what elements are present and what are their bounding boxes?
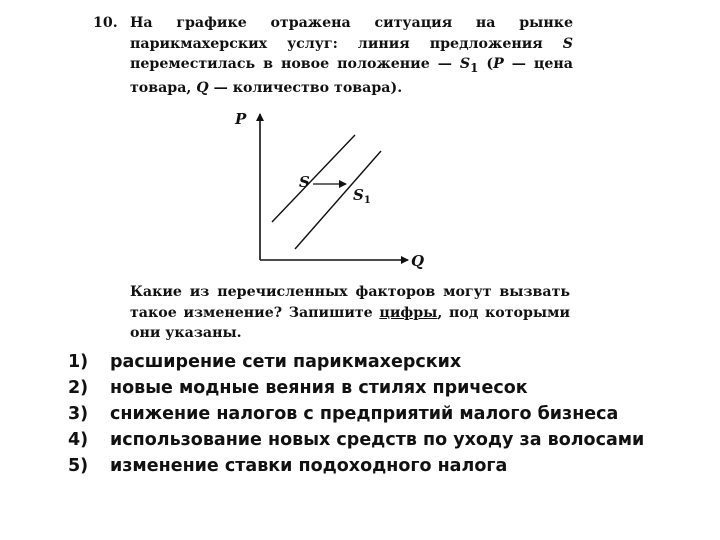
- supply-line-s: [272, 135, 355, 222]
- var-s1-sub: 1: [470, 60, 479, 75]
- graph-svg: [225, 108, 435, 273]
- line-label-s: S: [299, 173, 310, 191]
- question-text-part: — цена товара,: [130, 56, 573, 97]
- question-block: [93, 13, 573, 99]
- prompt-text: [130, 282, 570, 344]
- option-4: [68, 427, 708, 453]
- option-text: расширение сети парикмахерских: [110, 352, 462, 372]
- line-label-s1-sub: 1: [363, 195, 371, 206]
- line-label-s1-main: S: [353, 186, 364, 204]
- question-text-part: переместилась в новое положение —: [130, 56, 460, 72]
- question-text-part: — количество товара).: [208, 80, 403, 97]
- question-number: 10.: [93, 15, 118, 31]
- option-1: [68, 349, 708, 375]
- option-text: новые модные веяния в стилях причесок: [110, 378, 528, 398]
- answer-options: [68, 349, 708, 479]
- option-number: 3): [68, 404, 89, 424]
- line-label-s1: [353, 186, 371, 206]
- option-number: 1): [68, 352, 89, 372]
- axis-label-q: Q: [411, 252, 425, 270]
- option-5: [68, 453, 708, 479]
- var-p: P: [493, 56, 504, 72]
- var-q: Q: [196, 80, 209, 97]
- option-number: 4): [68, 430, 89, 450]
- question-text-part: На графике отражена ситуация на рынке парикмахерских услуг: линия предложения: [130, 15, 573, 52]
- option-number: 5): [68, 456, 89, 476]
- prompt-text-part: Какие из перечисленных факторов могут вызвать такое изменение? Запишите: [130, 284, 570, 321]
- option-text: изменение ставки подоходного налога: [110, 456, 508, 476]
- var-s1: S: [459, 56, 471, 72]
- question-text: [130, 13, 573, 99]
- question-text-part: (: [478, 56, 494, 72]
- option-number: 2): [68, 378, 89, 398]
- option-2: [68, 375, 708, 401]
- option-3: [68, 401, 708, 427]
- option-text: снижение налогов с предприятий малого бизнеса: [110, 404, 619, 424]
- axis-label-p: P: [235, 110, 247, 128]
- prompt-text-part: , под которыми они указаны.: [130, 304, 571, 341]
- supply-shift-graph: [225, 108, 435, 273]
- var-s: S: [562, 35, 573, 52]
- prompt-emphasis: цифры: [379, 304, 438, 321]
- option-text: использование новых средств по уходу за волосами: [110, 430, 645, 450]
